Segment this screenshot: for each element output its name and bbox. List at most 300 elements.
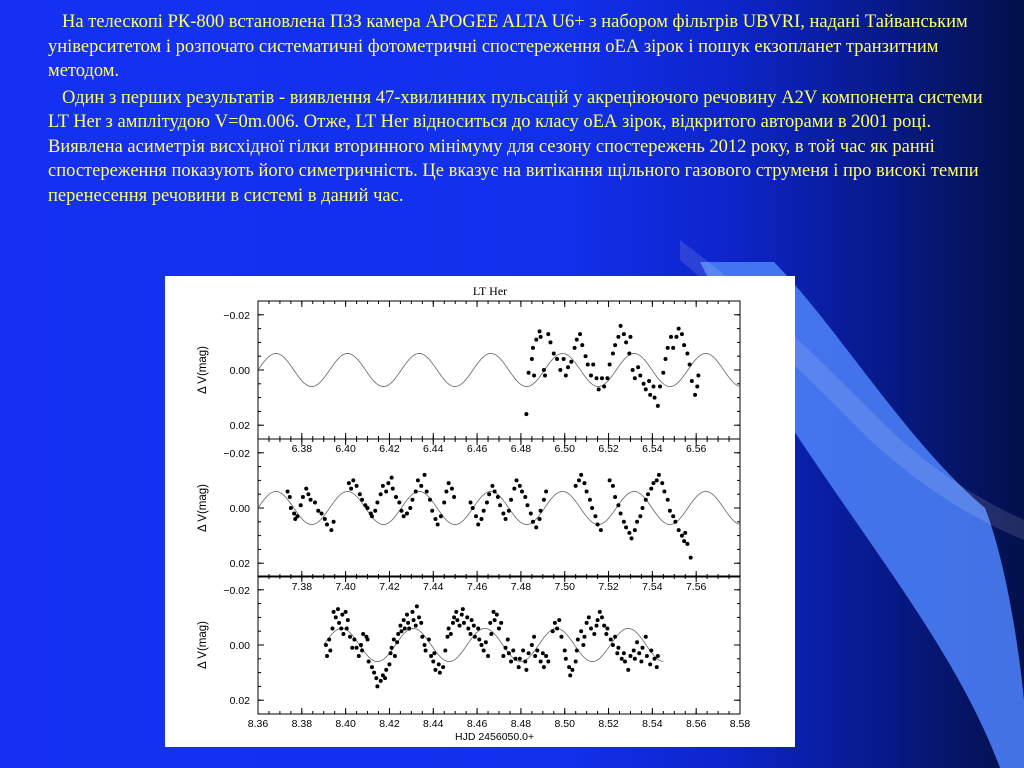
data-point [568,673,572,677]
data-point [493,618,497,622]
data-point [390,476,394,480]
data-point [432,651,436,655]
data-point [542,665,546,669]
y-axis-label: Δ V(mag) [197,621,209,669]
data-point [580,343,584,347]
x-tick-label: 7.44 [423,581,444,593]
data-point [655,478,659,482]
data-point [575,649,579,653]
data-point [451,621,455,625]
data-point [631,368,635,372]
data-point [567,665,571,669]
data-point [530,357,534,361]
data-point [525,503,529,507]
data-point [527,371,531,375]
data-point [619,512,623,516]
x-tick-label: 7.42 [379,581,400,593]
x-tick-label: 6.46 [466,443,488,455]
data-point [689,556,693,560]
data-point [613,635,617,639]
data-point [410,498,414,502]
data-point [553,621,557,625]
data-point [611,643,615,647]
data-point [622,332,626,336]
data-point [332,520,336,524]
data-point [391,487,395,491]
panel-3 [197,576,750,730]
data-point [405,613,409,617]
x-tick-label: 6.40 [335,443,356,455]
data-point [661,371,665,375]
data-point [563,649,567,653]
data-point [570,668,574,672]
y-axis-label: Δ V(mag) [197,346,209,394]
data-point [628,335,632,339]
data-point [430,509,434,513]
data-point [471,506,475,510]
data-point [427,637,431,641]
x-tick-label: 6.44 [423,443,444,455]
data-point [586,362,590,366]
data-point [447,626,451,630]
data-point [582,635,586,639]
data-point [424,649,428,653]
data-point [360,498,364,502]
data-point [486,654,490,658]
data-point [327,637,331,641]
data-point [288,495,292,499]
data-point [609,637,613,641]
data-point [527,651,531,655]
data-point [585,489,589,493]
data-point [633,376,637,380]
data-point [320,512,324,516]
data-point [337,621,341,625]
data-point [638,514,642,518]
data-point [341,632,345,636]
data-point [370,665,374,669]
data-point [437,662,441,666]
data-point [414,489,418,493]
data-point [346,618,350,622]
data-point [531,520,535,524]
data-point [578,332,582,336]
data-point [627,351,631,355]
data-point [425,489,429,493]
data-point [472,624,476,628]
data-point [454,610,458,614]
data-point [658,385,662,389]
data-point [682,343,686,347]
data-point [479,517,483,521]
x-tick-label: 7.48 [510,581,532,593]
data-point [542,498,546,502]
data-point [336,607,340,611]
data-point [462,621,466,625]
x-tick-label: 8.38 [291,718,313,730]
data-point [423,473,427,477]
data-point [646,492,650,496]
data-point [622,520,626,524]
data-point [520,489,524,493]
data-point [546,332,550,336]
data-point [693,393,697,397]
data-point [417,615,421,619]
y-axis-label: Δ V(mag) [197,484,209,532]
data-point [644,387,648,391]
data-point [647,379,651,383]
data-point [544,489,548,493]
paragraph-telescope: На телескопі РК-800 встановлена ПЗЗ камера APOGEE ALTA U6+ з набором фільтрів UBVRI, надані Тайванським університетом і розпочато систематичні фотометричні спостереження оЕА зірок і пошук екзопланет транзитним методом. [48,12,968,81]
data-point [482,649,486,653]
data-point [637,651,641,655]
data-point [669,335,673,339]
data-point [439,514,443,518]
data-point [541,651,545,655]
data-point [685,542,689,546]
data-point [529,512,533,516]
data-point [564,657,568,661]
data-point [474,514,478,518]
data-point [289,506,293,510]
data-point [405,512,409,516]
data-point [530,643,534,647]
model-curve [258,353,740,386]
data-point [325,523,329,527]
data-point [489,632,493,636]
data-point [355,484,359,488]
data-point [398,624,402,628]
data-point [332,610,336,614]
data-point [524,668,528,672]
y-tick-label: 0.00 [229,640,250,652]
y-tick-label: −0.02 [223,309,250,322]
x-tick-label: 6.38 [291,443,313,455]
data-point [616,335,620,339]
data-point [386,481,390,485]
data-point [641,646,645,650]
data-point [392,637,396,641]
data-point [628,654,632,658]
data-point [523,495,527,499]
data-point [599,528,603,532]
data-point [396,632,400,636]
data-point [535,649,539,653]
data-point [408,506,412,510]
data-point [374,676,378,680]
data-point [587,615,591,619]
data-point [449,632,453,636]
data-point [455,618,459,622]
data-point [428,498,432,502]
data-point [635,640,639,644]
data-point [620,657,624,661]
data-point [616,646,620,650]
data-point [450,487,454,491]
data-point [357,654,361,658]
data-point [349,487,353,491]
data-point [441,665,445,669]
data-point [589,626,593,630]
data-point [292,512,296,516]
data-point [648,393,652,397]
data-point [452,615,456,619]
data-point [564,374,568,378]
data-point [436,523,440,527]
x-tick-label: 7.54 [642,581,663,593]
data-point [324,643,328,647]
data-point [443,649,447,653]
data-point [657,473,661,477]
data-point [551,629,555,633]
data-point [347,481,351,485]
data-point [656,404,660,408]
data-point [533,654,537,658]
data-point [446,635,450,639]
data-point [509,660,513,664]
data-point [419,621,423,625]
data-point [664,357,668,361]
x-tick-label: 8.42 [379,718,400,730]
data-point [532,374,536,378]
data-point [442,500,446,504]
y-tick-label: −0.02 [223,584,250,597]
data-point [651,385,655,389]
data-point [626,668,630,672]
data-point [605,376,609,380]
x-tick-label: 7.50 [554,581,575,593]
data-point [584,354,588,358]
x-tick-label: 8.56 [685,718,707,730]
data-point [682,539,686,543]
panel-2 [197,439,740,593]
data-point [366,506,370,510]
x-tick-label: 8.40 [335,718,356,730]
data-point [636,365,640,369]
data-point [512,487,516,491]
data-point [484,640,488,644]
data-point [509,498,513,502]
data-point [602,385,606,389]
data-point [577,478,581,482]
data-point [469,632,473,636]
x-tick-label: 8.36 [247,718,269,730]
y-tick-label: 0.02 [229,558,250,571]
data-point [402,514,406,518]
data-point [544,654,548,658]
data-point [304,487,308,491]
data-point [517,665,521,669]
data-point [644,498,648,502]
x-tick-label: 6.48 [510,443,532,455]
data-point [359,643,363,647]
data-point [574,660,578,664]
data-point [358,492,362,496]
data-point [496,495,500,499]
x-tick-label: 8.46 [466,718,488,730]
data-point [680,332,684,336]
data-point [447,481,451,485]
data-point [613,343,617,347]
data-point [390,646,394,650]
x-tick-label: 8.44 [423,718,444,730]
data-point [344,610,348,614]
data-point [605,626,609,630]
data-point [597,387,601,391]
chart-title: LT Her [472,284,508,298]
data-point [379,492,383,496]
data-point [579,629,583,633]
x-tick-label: 7.56 [685,581,707,593]
data-point [351,478,355,482]
data-point [507,509,511,513]
panel-1 [197,301,740,455]
y-tick-label: 0.00 [229,365,250,377]
data-point [461,607,465,611]
data-point [498,503,502,507]
data-point [668,509,672,513]
data-point [394,495,398,499]
data-point [501,512,505,516]
panel-frame [258,301,740,439]
data-point [400,629,404,633]
data-point [655,665,659,669]
data-point [476,626,480,630]
data-point [582,481,586,485]
data-point [611,351,615,355]
data-point [330,626,334,630]
data-point [573,346,577,350]
data-point [566,365,570,369]
data-point [465,615,469,619]
data-point [666,498,670,502]
data-point [416,478,420,482]
data-point [350,646,354,650]
data-point [671,346,675,350]
x-axis-label: HJD 2456050.0+ [455,731,535,743]
data-point [452,495,456,499]
data-point [466,626,470,630]
data-point [557,618,561,622]
data-point [309,498,313,502]
data-point [501,654,505,658]
data-point [375,684,379,688]
data-point [373,509,377,513]
data-point [558,368,562,372]
data-point [352,637,356,641]
data-point [381,484,385,488]
data-point [600,615,604,619]
data-point [504,646,508,650]
data-point [673,520,677,524]
x-tick-label: 6.50 [554,443,575,455]
data-point [662,489,666,493]
data-point [433,668,437,672]
data-point [602,624,606,628]
data-point [555,626,559,630]
data-point [624,340,628,344]
data-point [393,654,397,658]
data-point [644,635,648,639]
data-point [649,487,653,491]
slide-body-text [48,10,998,210]
data-point [485,500,489,504]
data-point [306,492,310,496]
data-point [458,624,462,628]
data-point [608,478,612,482]
x-tick-label: 7.40 [335,581,356,593]
data-point [518,484,522,488]
data-point [325,654,329,658]
data-point [559,635,563,639]
data-point [588,498,592,502]
data-point [479,643,483,647]
data-point [562,357,566,361]
data-point [569,360,573,364]
data-point [613,495,617,499]
data-point [531,346,535,350]
data-point [616,503,620,507]
data-point [619,324,623,328]
data-point [615,651,619,655]
data-point [316,509,320,513]
data-point [487,492,491,496]
data-point [574,484,578,488]
data-point [473,635,477,639]
data-point [532,635,536,639]
data-point [339,626,343,630]
data-point [653,396,657,400]
data-point [660,481,664,485]
data-point [633,657,637,661]
data-point [299,503,303,507]
data-point [469,500,473,504]
data-point [579,473,583,477]
data-point [534,525,538,529]
x-tick-label: 8.58 [729,718,751,730]
data-point [649,649,653,653]
data-point [585,621,589,625]
data-point [506,637,510,641]
data-point [400,509,404,513]
data-point [600,376,604,380]
data-point [387,662,391,666]
data-point [633,528,637,532]
data-point [590,506,594,510]
data-point [592,632,596,636]
data-point [539,660,543,664]
data-point [340,613,344,617]
data-point [403,626,407,630]
data-point [438,671,442,675]
data-point [622,651,626,655]
data-point [301,495,305,499]
data-point [624,525,628,529]
data-point [444,489,448,493]
data-point [470,618,474,622]
data-point [345,626,349,630]
data-point [608,362,612,366]
data-point [492,610,496,614]
x-tick-label: 8.52 [598,718,619,730]
lt-her-light-curve-chart [165,276,795,747]
data-point [431,660,435,664]
data-point [511,649,515,653]
data-point [632,649,636,653]
data-point [645,654,649,658]
data-point [576,637,580,641]
data-point [680,534,684,538]
